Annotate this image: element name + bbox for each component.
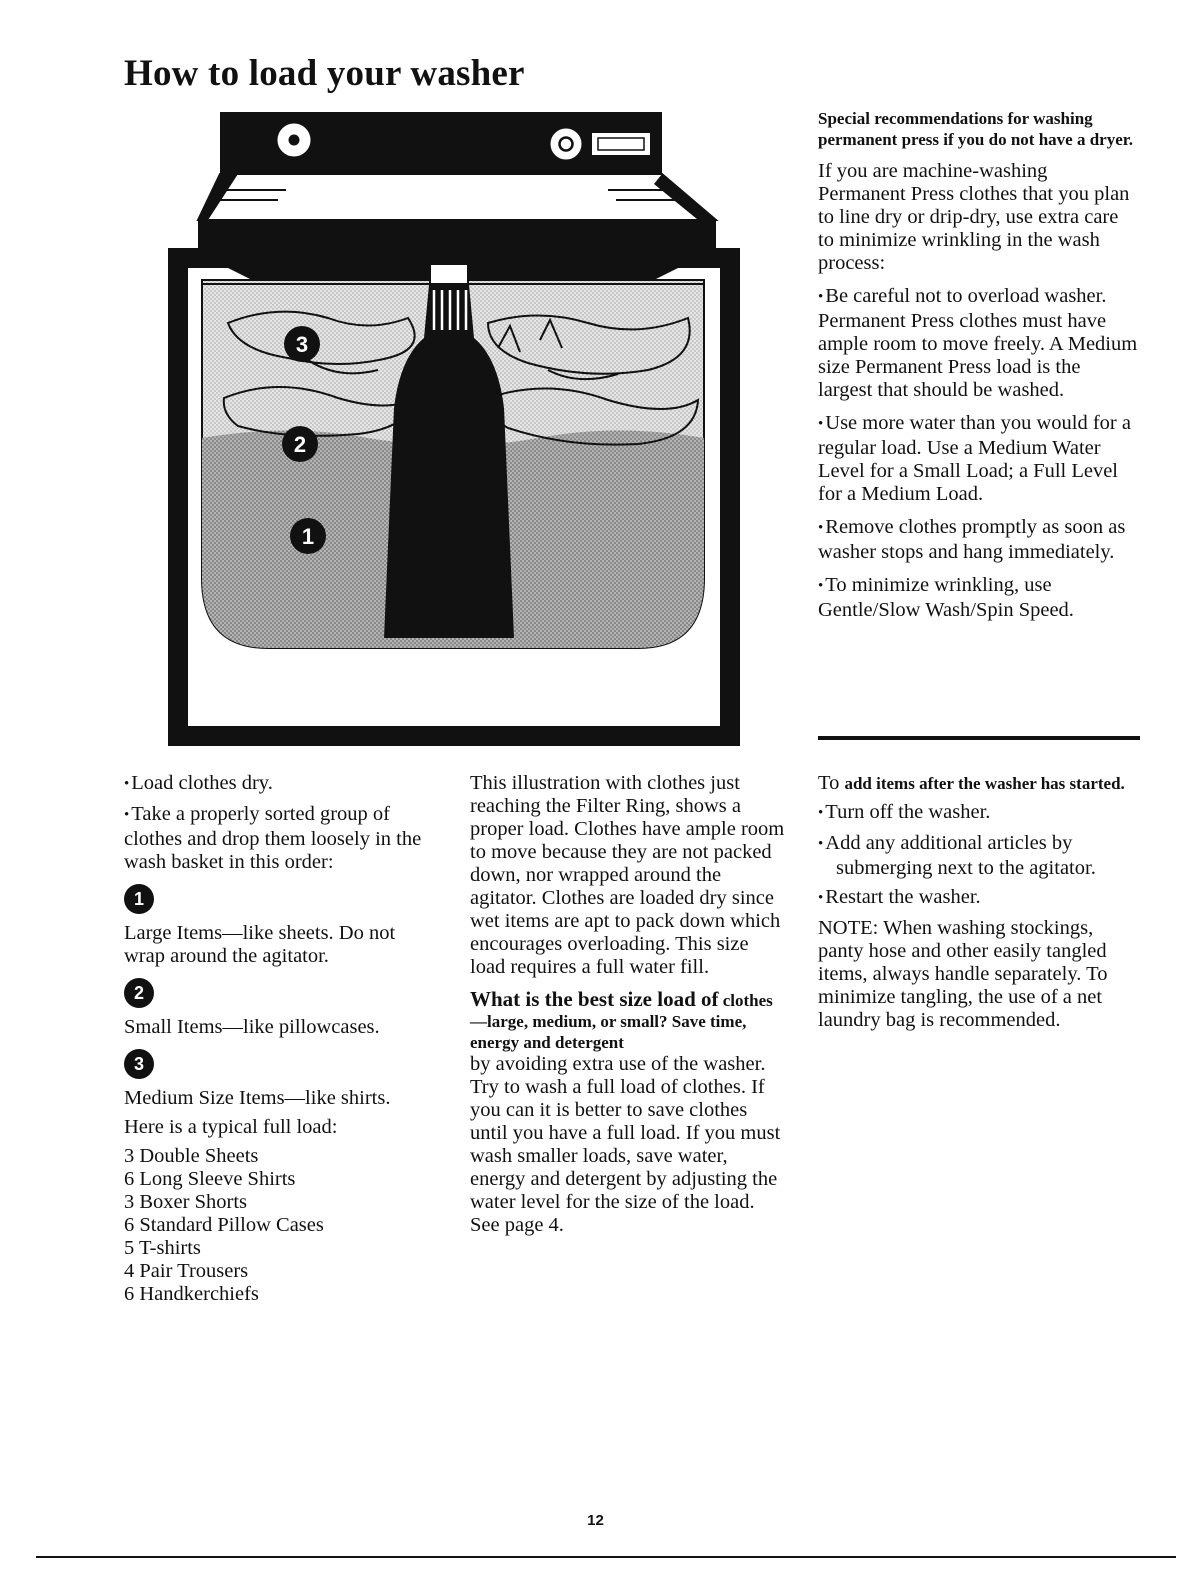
load-size-guidance — [470, 772, 788, 1247]
list-item: 6 Standard Pillow Cases — [124, 1214, 324, 1236]
best-size-heading-lead: What is the best size load of — [470, 987, 719, 1011]
loading-instructions — [124, 772, 436, 1306]
callout-2-label: 2 — [293, 432, 307, 457]
add-items-heading-text: add items after the washer has started. — [844, 774, 1125, 793]
add-items-lead: To — [818, 772, 840, 794]
add-items-heading — [818, 772, 1138, 795]
washer-loading-illustration — [168, 108, 740, 746]
control-panel — [220, 112, 662, 174]
add-items-note: NOTE: When washing stockings, panty hose and other easily tangled items, always handle separately. To minimize tangling, the use of a net laundry bag is recommended. — [818, 917, 1108, 1031]
step-3-badge: 3 — [124, 1049, 154, 1079]
step-2-badge: 2 — [124, 978, 154, 1008]
recommendations-heading: Special recommendations for washing permanent press if you do not have a dryer. — [818, 109, 1133, 149]
best-size-heading-rest: clothes—large, medium, or small? Save time, energy and detergent — [470, 991, 773, 1052]
recommendation-bullet: • To minimize wrinkling, use Gentle/Slow Wash/Spin Speed. — [818, 574, 1138, 622]
loading-bullet: • Load clothes dry. — [124, 772, 436, 797]
right-dial-icon — [549, 127, 583, 161]
recommendation-bullet: • Be careful not to overload washer. Permanent Press clothes must have ample room to move freely. A Medium size Permanent Press load is the largest that should be washed. — [818, 285, 1138, 402]
list-item: 5 T-shirts — [124, 1237, 201, 1259]
loading-bullet: • Take a properly sorted group of clothes and drop them loosely in the wash basket in this order: — [124, 803, 436, 874]
list-item: 6 Long Sleeve Shirts — [124, 1168, 296, 1190]
footer-rule — [36, 1556, 1176, 1558]
step-2-text: Small Items—like pillowcases. — [124, 1016, 380, 1038]
list-item: 6 Handkerchiefs — [124, 1283, 259, 1305]
recommendation-bullet: • Remove clothes promptly as soon as washer stops and hang immediately. — [818, 516, 1138, 564]
best-size-body: by avoiding extra use of the washer. Try to wash a full load of clothes. If you can it is better to save clothes until you have a full load. If you must wash smaller loads, save water, energy and detergent by adjusting the water level for the size of the load. See page 4. — [470, 1053, 781, 1236]
callout-1-label: 1 — [301, 524, 315, 549]
illustration-note: This illustration with clothes just reaching the Filter Ring, shows a proper load. Clothes have ample room to move because they are not packed down, nor wrapped around the agitator. Clothes are loaded dry since wet items are apt to pack down which encourages overloading. This size load requires a full water fill. — [470, 772, 785, 978]
step-1-badge: 1 — [124, 884, 154, 914]
step-1-text: Large Items—like sheets. Do not wrap around the agitator. — [124, 922, 396, 967]
section-divider — [818, 736, 1140, 740]
add-items-bullet: • Add any additional articles by submerging next to the agitator. — [818, 832, 1138, 880]
callout-3-label: 3 — [295, 332, 309, 357]
add-items-section — [818, 772, 1138, 1038]
recommendation-bullet: • Use more water than you would for a regular load. Use a Medium Water Level for a Small Load; a Full Level for a Medium Load. — [818, 412, 1138, 506]
permanent-press-recommendations — [818, 108, 1138, 632]
recommendations-intro: If you are machine-washing Permanent Press clothes that you plan to line dry or drip-dry, use extra care to minimize wrinkling in the wash process: — [818, 160, 1130, 274]
indicator-window-icon — [591, 132, 651, 156]
page-number: 12 — [587, 1512, 604, 1529]
list-item: 3 Boxer Shorts — [124, 1191, 247, 1213]
list-item: 4 Pair Trousers — [124, 1260, 249, 1282]
best-size-heading — [470, 989, 788, 1053]
list-item: 3 Double Sheets — [124, 1145, 259, 1167]
typical-load-intro: Here is a typical full load: — [124, 1116, 338, 1138]
step-3-text: Medium Size Items—like shirts. — [124, 1087, 391, 1109]
add-items-bullet: • Restart the washer. — [818, 886, 1138, 911]
page-title: How to load your washer — [124, 53, 525, 94]
add-items-bullet: • Turn off the washer. — [818, 801, 1138, 826]
typical-load-list — [124, 1145, 436, 1306]
